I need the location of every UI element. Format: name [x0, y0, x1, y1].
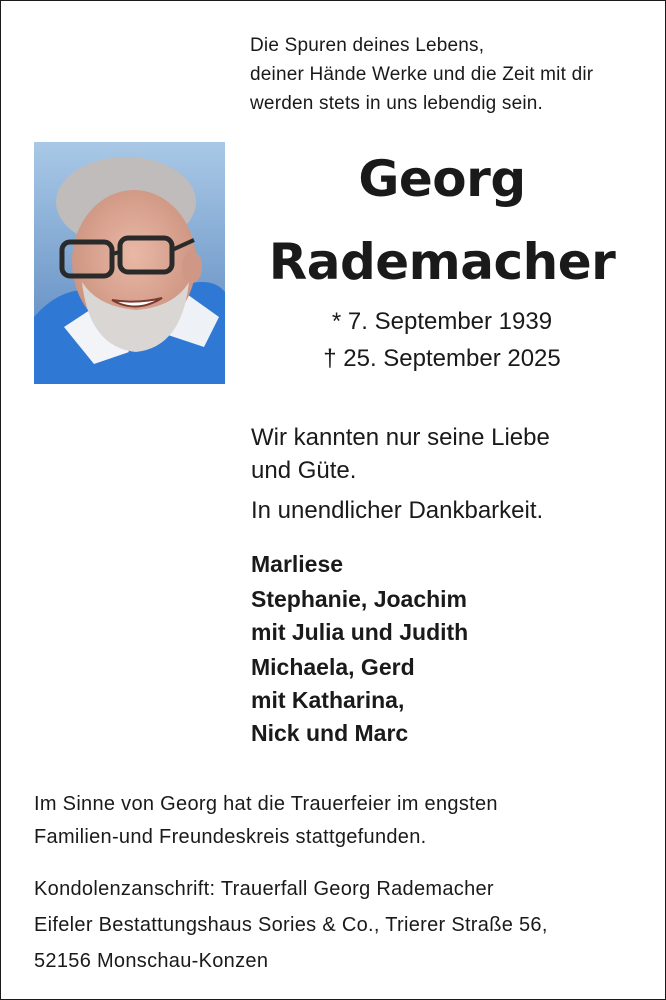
- mourner-line: mit Katharina,: [251, 687, 405, 713]
- mourner-line: Michaela, Gerd: [251, 654, 415, 680]
- mourner-group: [251, 583, 468, 649]
- message-line: In unendlicher Dankbarkeit.: [251, 497, 544, 524]
- motto-line: deiner Hände Werke und die Zeit mit dir: [250, 64, 594, 85]
- funeral-info: [34, 788, 498, 854]
- memorial-motto: [250, 31, 593, 118]
- condolence-address: [34, 871, 548, 979]
- mourner-group: [251, 651, 468, 750]
- motto-line: werden stets in uns lebendig sein.: [250, 93, 544, 114]
- deceased-last-name: Rademacher: [268, 233, 616, 291]
- mourner-line: Stephanie, Joachim: [251, 586, 468, 612]
- motto-line: Die Spuren deines Lebens,: [250, 35, 485, 56]
- message-line: Wir kannten nur seine Liebe: [251, 424, 550, 451]
- birth-date: * 7. September 1939: [331, 308, 553, 335]
- info-line: Familien-und Freundeskreis stattgefunden.: [34, 826, 427, 848]
- mourner-line: mit Julia und Judith: [251, 619, 469, 645]
- mourner-line: Marliese: [251, 551, 344, 577]
- life-dates: [237, 303, 647, 377]
- deceased-first-name: Georg: [358, 150, 526, 208]
- address-line: Eifeler Bestattungshaus Sories & Co., Trierer Straße 56,: [34, 914, 548, 936]
- mourners-list: [251, 548, 468, 752]
- mourner-line: Nick und Marc: [251, 720, 409, 746]
- info-line: Im Sinne von Georg hat die Trauerfeier im engsten: [34, 793, 498, 815]
- farewell-message: [251, 421, 550, 527]
- address-line: Kondolenzanschrift: Trauerfall Georg Rademacher: [34, 878, 494, 900]
- address-line: 52156 Monschau-Konzen: [34, 950, 269, 972]
- message-line: und Güte.: [251, 457, 357, 484]
- mourner-group: [251, 548, 468, 581]
- death-date: † 25. September 2025: [323, 345, 561, 372]
- portrait-photo: [34, 142, 225, 384]
